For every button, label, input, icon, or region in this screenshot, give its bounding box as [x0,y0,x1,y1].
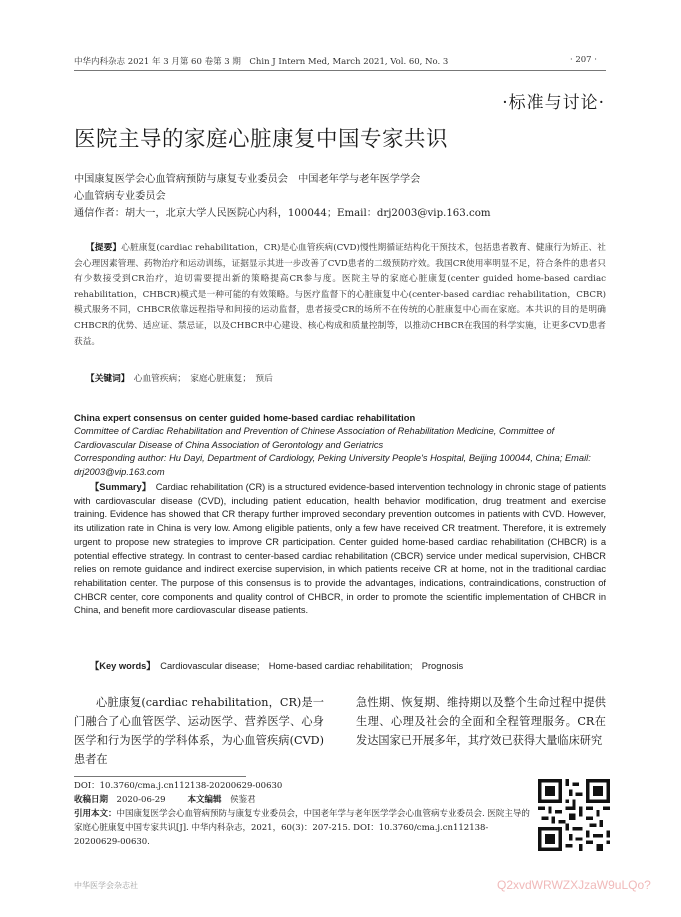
footnote-rule [74,776,246,777]
header-rule [74,70,606,71]
abstract-cn-label: 【提要】 [86,243,122,253]
summary-label: 【Summary】 [90,482,147,492]
english-summary [74,481,606,618]
received-date: 2020-06-29 [116,795,166,805]
body-column-right: 急性期、恢复期、维持期以及整个生命过程中提供生理、心理及社会的全面和全程管理服务。CR在发达国家已开展多年，其疗效已获得大量临床研究 [356,696,606,747]
received-label: 收稿日期 [74,795,109,805]
running-header-journal: 中华内科杂志 2021 年 3 月第 60 卷第 3 期 Chin J Intern Med, March 2021, Vol. 60, No. 3 [74,57,449,67]
keywords-cn-label: 【关键词】 [86,374,126,384]
english-corresponding-author: Corresponding author: Hu Dayi, Department of Cardiology, Peking University People's Hospital, Beijing 100044, China; Email: drj2003@vip.163.com [74,453,591,477]
article-title: 医院主导的家庭心脏康复中国专家共识 [74,127,449,152]
body-column-left: 心脏康复(cardiac rehabilitation，CR)是一门融合了心血管医学、运动医学、营养医学、心身医学和行为医学的学科体系，为心血管疾病(CVD)患者在 [74,696,324,766]
keywords-cn [86,372,618,388]
abstract-cn-text: 心脏康复(cardiac rehabilitation，CR)是心血管疾病(CVD)慢性期循证结构化干预技术，包括患者教育、健康行为矫正、社会心理因素管理、药物治疗和运动训练，证据显示其进一步改善了CVD患者的二级预防疗效。我国CR使用率明显不足，符合条件的患者只有少数接受到CR治疗，迫切需要提出新的策略提高CR参与度。医院主导的家庭心脏康复(center guided home-based cardiac rehabilitation，CHBCR)模式是一种可能的有效策略。与医疗监督下的心脏康复中心(center-based cardiac rehabilitation，CBCR)模式服务不同，CHBCR依靠远程指导和间接的运动监督，患者接受CR的场所不在传统的心脏康复中心而在家庭。本共识的目的是明确CHBCR的优势、适应证、禁忌证，以及CHBCR中心建设、核心构成和质量控制等，以推动CHBCR在我国的科学实施，让更多CVD患者获益。 [74,243,606,347]
section-label: ·标准与讨论· [502,93,605,113]
citation-text: 中国康复医学会心血管病预防与康复专业委员会，中国老年学与老年医学学会心血管病专业委员会. 医院主导的家庭心脏康复中国专家共识[J]. 中华内科杂志，2021，60(3)：207-215. DOI：10.3760/cma.j.cn112138-20200629-00630. [74,809,530,847]
doi: DOI：10.3760/cma.j.cn112138-20200629-00630 [74,781,283,791]
keywords-cn-text: 心血管疾病； 家庭心脏康复； 预后 [133,374,273,384]
english-title: China expert consensus on center guided home-based cardiac rehabilitation [74,412,416,423]
english-affiliation: Committee of Cardiac Rehabilitation and Prevention of Chinese Association of Rehabilitation Medicine, Committee of Cardiovascular Disease of China Association of Gerontology and Geriatrics [74,426,555,450]
qr-code-icon [538,779,610,851]
editor-name: 侯鉴君 [230,795,256,805]
received-and-editor [74,793,256,807]
abstract-cn [74,241,606,350]
editor-label: 本文编辑 [187,795,222,805]
key-words-label: 【Key words】 [90,661,151,671]
authors-line-1: 中国康复医学会心血管病预防与康复专业委员会 中国老年学与老年医学学会 [74,174,421,185]
authors-line-2: 心血管病专业委员会 [74,191,166,202]
citation [74,807,534,849]
citation-label: 引用本文： [74,809,117,819]
corresponding-author-cn: 通信作者：胡大一，北京大学人民医院心内科，100044；Email：drj2003@vip.163.com [74,208,491,219]
publisher-logo: 中华医学会杂志社 [74,881,138,890]
summary-text: Cardiac rehabilitation (CR) is a structured evidence-based intervention technology in chronic stage of patients with cardiovascular disease (CVD), including patient education, health behavior modification, drug treatment and exercise training. Evidence has showed that CR therapy further improved secondary prevention outcomes in patients with CVD. However, its utilization rate in China is very low. Among eligible patients, only a few have received CR treatment. Therefore, it is extremely urgent to propose new strategies to improve CR participation. Center guided home-based cardiac rehabilitation (CHBCR) is a potential effective strategy. In contrast to center-based cardiac rehabilitation (CBCR) service under medical supervision, CHBCR relies on remote guidance and indirect exercise supervision, in which patients receive CR at home, not in the traditional cardiac rehabilitation center. The purpose of this consensus is to provide the advantages, indications, contraindications, construction of CHBCR center, core components and quality control of CHBCR, in order to promote the scientific implementation of CHBCR in China, and benefit more cardiovascular disease patients. [74,482,606,616]
english-keywords [90,660,622,674]
page-number: · 207 · [569,55,597,65]
watermark: Q2xvdWRWZXJzaW9uLQo? [497,878,651,892]
key-words-text: Cardiovascular disease; Home-based cardiac rehabilitation; Prognosis [160,661,464,671]
